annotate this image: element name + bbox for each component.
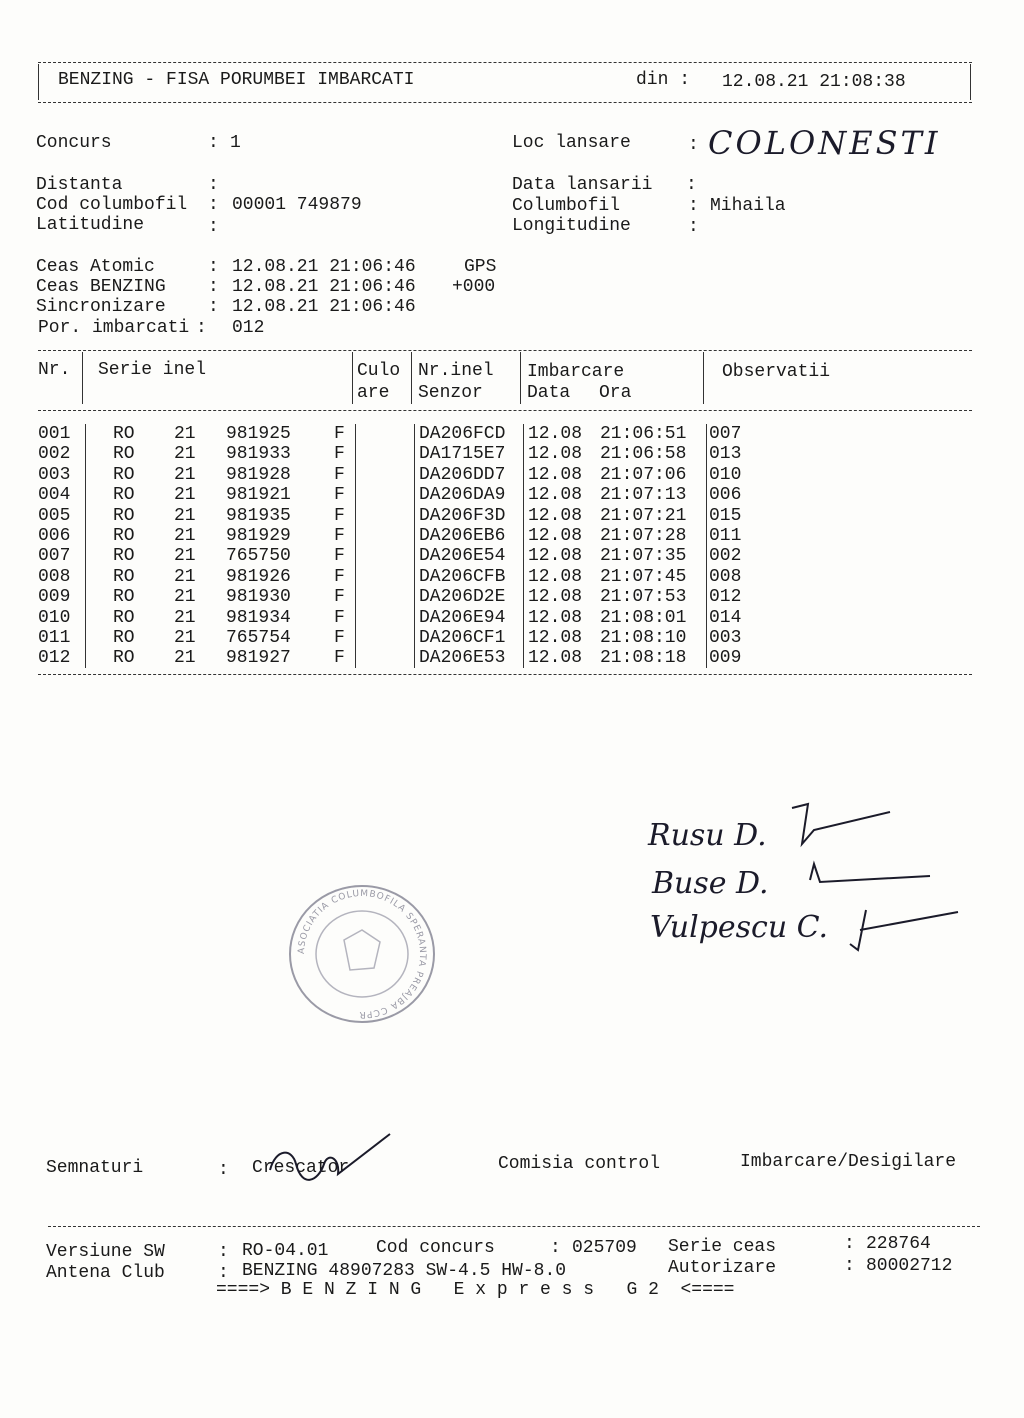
colon: :: [208, 277, 219, 297]
cell-senzor: DA206EB6: [419, 526, 506, 546]
ceas-benzing-suffix: +000: [452, 277, 496, 297]
cell-inel: 765754: [226, 628, 291, 648]
cell-senzor: DA206E54: [419, 546, 506, 567]
cell-nr: 002: [38, 444, 71, 465]
association-stamp: [284, 880, 440, 1028]
concurs-value: 1: [230, 133, 241, 153]
cell-observatii: 003: [709, 628, 742, 648]
cell-data: 12.08: [528, 464, 583, 485]
header-imbarcare: Imbarcare: [527, 362, 625, 382]
cell-senzor: DA206DA9: [419, 485, 506, 506]
cell-senzor: DA206D2E: [419, 587, 506, 608]
cell-nr: 006: [38, 526, 71, 546]
cell-data: 12.08: [528, 546, 583, 567]
table-row: [0, 526, 1000, 546]
cell-inel: 981925: [226, 424, 291, 444]
cell-sex: F: [334, 464, 345, 485]
autorizare-value: 80002712: [866, 1256, 953, 1276]
header-bottom-rule: [38, 102, 972, 103]
cell-an: 21: [174, 444, 196, 465]
ceas-benzing-label: Ceas BENZING: [36, 277, 166, 297]
colon: :: [688, 196, 699, 216]
header-observatii: Observatii: [722, 362, 831, 382]
concurs-label: Concurs: [36, 133, 112, 153]
colon: :: [196, 318, 207, 338]
serie-ceas-value: 228764: [866, 1234, 931, 1254]
cell-observatii: 007: [709, 424, 742, 444]
table-row: [0, 444, 1000, 464]
handwritten-name: Buse D.: [652, 866, 769, 901]
col-divider: [703, 352, 704, 404]
cell-senzor: DA206DD7: [419, 464, 506, 485]
col-divider: [520, 352, 521, 404]
cell-observatii: 010: [709, 464, 742, 485]
cell-inel: 981921: [226, 485, 291, 506]
cell-data: 12.08: [528, 648, 583, 669]
colon: :: [208, 257, 219, 277]
loc-lansare-handwritten: COLONESTI: [708, 124, 941, 162]
colon: :: [688, 135, 699, 155]
cell-an: 21: [174, 485, 196, 506]
table-row: [0, 608, 1000, 628]
cell-inel: 765750: [226, 546, 291, 567]
cell-tara: RO: [113, 546, 135, 567]
antena-club-value: BENZING 48907283 SW-4.5 HW-8.0: [242, 1261, 567, 1281]
ceas-benzing-value: 12.08.21 21:06:46: [232, 277, 416, 297]
cell-observatii: 011: [709, 526, 742, 546]
cell-data: 12.08: [528, 424, 583, 444]
cell-observatii: 008: [709, 566, 742, 587]
col-divider: [411, 352, 412, 404]
cell-sex: F: [334, 607, 345, 628]
table-row: [0, 567, 1000, 587]
versiune-sw-value: RO-04.01: [242, 1241, 329, 1261]
colon: :: [844, 1256, 855, 1276]
cell-nr: 003: [38, 464, 71, 485]
handwritten-name: Rusu D.: [648, 818, 767, 853]
por-imbarcati-value: 012: [232, 318, 265, 338]
cell-tara: RO: [113, 464, 135, 485]
header-senzor: Senzor: [418, 383, 483, 403]
colon: :: [550, 1238, 561, 1258]
cod-columbofil-value: 00001 749879: [232, 195, 362, 215]
cell-inel: 981933: [226, 444, 291, 465]
table-row: [0, 485, 1000, 505]
loc-lansare-label: Loc lansare: [512, 133, 631, 153]
cell-sex: F: [334, 526, 345, 546]
colon: :: [686, 175, 697, 195]
cell-senzor: DA206E94: [419, 607, 506, 628]
cell-observatii: 014: [709, 607, 742, 628]
cell-sex: F: [334, 424, 345, 444]
table-header-rule: [38, 410, 972, 411]
cell-ora: 21:08:18: [600, 648, 687, 669]
crescator-label: Crescator: [252, 1158, 350, 1178]
cell-inel: 981935: [226, 505, 291, 526]
cell-tara: RO: [113, 587, 135, 608]
header-right-border: [970, 64, 971, 100]
cell-nr: 001: [38, 424, 71, 444]
cell-senzor: DA206CFB: [419, 566, 506, 587]
table-bottom-rule: [38, 674, 972, 675]
cell-an: 21: [174, 566, 196, 587]
cell-tara: RO: [113, 424, 135, 444]
cell-ora: 21:07:45: [600, 566, 687, 587]
cell-nr: 010: [38, 607, 71, 628]
cell-nr: 008: [38, 566, 71, 587]
cell-inel: 981928: [226, 464, 291, 485]
header-culoare: Culo: [357, 361, 401, 381]
ceas-atomic-suffix: GPS: [464, 257, 497, 277]
cell-inel: 981929: [226, 526, 291, 546]
cell-an: 21: [174, 607, 196, 628]
din-label: din :: [636, 70, 691, 90]
cell-ora: 21:08:01: [600, 607, 687, 628]
cell-data: 12.08: [528, 628, 583, 648]
colon: :: [688, 217, 699, 237]
table-row: [0, 506, 1000, 526]
cell-an: 21: [174, 648, 196, 669]
cell-tara: RO: [113, 628, 135, 648]
cell-observatii: 009: [709, 648, 742, 669]
cell-sex: F: [334, 566, 345, 587]
columbofil-label: Columbofil: [512, 196, 621, 216]
crescator-signature: [262, 1130, 402, 1194]
versiune-sw-label: Versiune SW: [46, 1242, 165, 1262]
antena-club-label: Antena Club: [46, 1263, 165, 1283]
signature-strokes: [780, 800, 980, 960]
colon: :: [218, 1242, 229, 1262]
cell-sex: F: [334, 546, 345, 567]
semnaturi-label: Semnaturi: [46, 1158, 144, 1178]
cell-observatii: 012: [709, 587, 742, 608]
colon: :: [844, 1234, 855, 1254]
cell-observatii: 006: [709, 485, 742, 506]
header-data: Data: [527, 383, 571, 403]
cell-tara: RO: [113, 648, 135, 669]
cell-an: 21: [174, 526, 196, 546]
header-serie-inel: Serie inel: [98, 360, 207, 380]
cell-observatii: 002: [709, 546, 742, 567]
distanta-label: Distanta: [36, 175, 123, 195]
sincronizare-value: 12.08.21 21:06:46: [232, 297, 416, 317]
longitudine-label: Longitudine: [512, 216, 631, 236]
cell-nr: 005: [38, 505, 71, 526]
cell-tara: RO: [113, 485, 135, 506]
header-left-border: [38, 64, 39, 100]
cell-inel: 981930: [226, 587, 291, 608]
cell-senzor: DA206E53: [419, 648, 506, 669]
latitudine-label: Latitudine: [36, 215, 145, 235]
cod-concurs-label: Cod concurs: [376, 1238, 495, 1258]
data-lansarii-label: Data lansarii: [512, 175, 653, 195]
table-row: [0, 424, 1000, 444]
header-top-rule: [38, 62, 972, 63]
table-row: [0, 648, 1000, 668]
cell-tara: RO: [113, 505, 135, 526]
cell-nr: 011: [38, 628, 71, 648]
printed-timestamp: 12.08.21 21:08:38: [722, 72, 906, 92]
cell-inel: 981926: [226, 566, 291, 587]
cell-data: 12.08: [528, 607, 583, 628]
cell-ora: 21:06:58: [600, 444, 687, 465]
cell-tara: RO: [113, 526, 135, 546]
cell-nr: 009: [38, 587, 71, 608]
cell-data: 12.08: [528, 566, 583, 587]
cell-data: 12.08: [528, 444, 583, 465]
cell-observatii: 015: [709, 505, 742, 526]
col-divider: [82, 352, 83, 404]
cell-sex: F: [334, 444, 345, 465]
header-ora: Ora: [599, 383, 632, 403]
colon: :: [208, 195, 219, 215]
colon: :: [208, 297, 219, 317]
cell-an: 21: [174, 464, 196, 485]
cell-ora: 21:07:21: [600, 505, 687, 526]
header-nr-inel: Nr.inel: [418, 361, 494, 381]
table-row: [0, 628, 1000, 648]
cell-ora: 21:07:28: [600, 526, 687, 546]
cell-ora: 21:06:51: [600, 424, 687, 444]
cell-an: 21: [174, 628, 196, 648]
cell-senzor: DA206F3D: [419, 505, 506, 526]
cell-data: 12.08: [528, 485, 583, 506]
cell-data: 12.08: [528, 505, 583, 526]
cell-tara: RO: [113, 607, 135, 628]
por-imbarcati-label: Por. imbarcati: [38, 318, 190, 338]
cell-tara: RO: [113, 444, 135, 465]
cell-data: 12.08: [528, 587, 583, 608]
cell-nr: 012: [38, 648, 71, 669]
cell-ora: 21:08:10: [600, 628, 687, 648]
stamp-text: ASOCIATIA COLUMBOFILA SPERANTA PREAJBA CCPR: [296, 888, 428, 1020]
cell-an: 21: [174, 587, 196, 608]
sincronizare-label: Sincronizare: [36, 297, 166, 317]
report-title: BENZING - FISA PORUMBEI IMBARCATI: [58, 70, 415, 90]
cell-ora: 21:07:35: [600, 546, 687, 567]
table-top-rule: [38, 350, 972, 351]
cell-sex: F: [334, 648, 345, 669]
cod-concurs-value: 025709: [572, 1238, 637, 1258]
cell-inel: 981927: [226, 648, 291, 669]
cell-sex: F: [334, 587, 345, 608]
cell-an: 21: [174, 546, 196, 567]
cell-sex: F: [334, 628, 345, 648]
cell-senzor: DA206FCD: [419, 424, 506, 444]
cell-ora: 21:07:06: [600, 464, 687, 485]
imbarcare-desigilare-label: Imbarcare/Desigilare: [740, 1152, 957, 1172]
autorizare-label: Autorizare: [668, 1258, 777, 1278]
colon: :: [208, 133, 219, 153]
cell-observatii: 013: [709, 444, 742, 465]
header-culoare-2: are: [357, 383, 390, 403]
cell-nr: 007: [38, 546, 71, 567]
table-row: [0, 465, 1000, 485]
columbofil-value: Mihaila: [710, 196, 786, 216]
ceas-atomic-value: 12.08.21 21:06:46: [232, 257, 416, 277]
colon: :: [208, 175, 219, 195]
ceas-atomic-label: Ceas Atomic: [36, 257, 155, 277]
comisia-control-label: Comisia control: [498, 1154, 661, 1174]
handwritten-name: Vulpescu C.: [650, 910, 829, 945]
colon: :: [218, 1160, 229, 1180]
serie-ceas-label: Serie ceas: [668, 1237, 777, 1257]
cell-nr: 004: [38, 485, 71, 506]
benzing-express-banner: ====> B E N Z I N G E x p r e s s G 2 <====: [216, 1280, 735, 1300]
colon: :: [208, 217, 219, 237]
cod-columbofil-label: Cod columbofil: [36, 195, 188, 215]
table-row: [0, 546, 1000, 566]
cell-ora: 21:07:53: [600, 587, 687, 608]
cell-senzor: DA206CF1: [419, 628, 506, 648]
cell-ora: 21:07:13: [600, 485, 687, 506]
table-row: [0, 587, 1000, 607]
colon: :: [218, 1263, 229, 1283]
cell-an: 21: [174, 424, 196, 444]
cell-sex: F: [334, 505, 345, 526]
col-divider: [352, 352, 353, 404]
cell-inel: 981934: [226, 607, 291, 628]
cell-an: 21: [174, 505, 196, 526]
cell-data: 12.08: [528, 526, 583, 546]
cell-sex: F: [334, 485, 345, 506]
cell-tara: RO: [113, 566, 135, 587]
header-nr: Nr.: [38, 360, 71, 380]
cell-senzor: DA1715E7: [419, 444, 506, 465]
footer-rule: [48, 1226, 980, 1227]
